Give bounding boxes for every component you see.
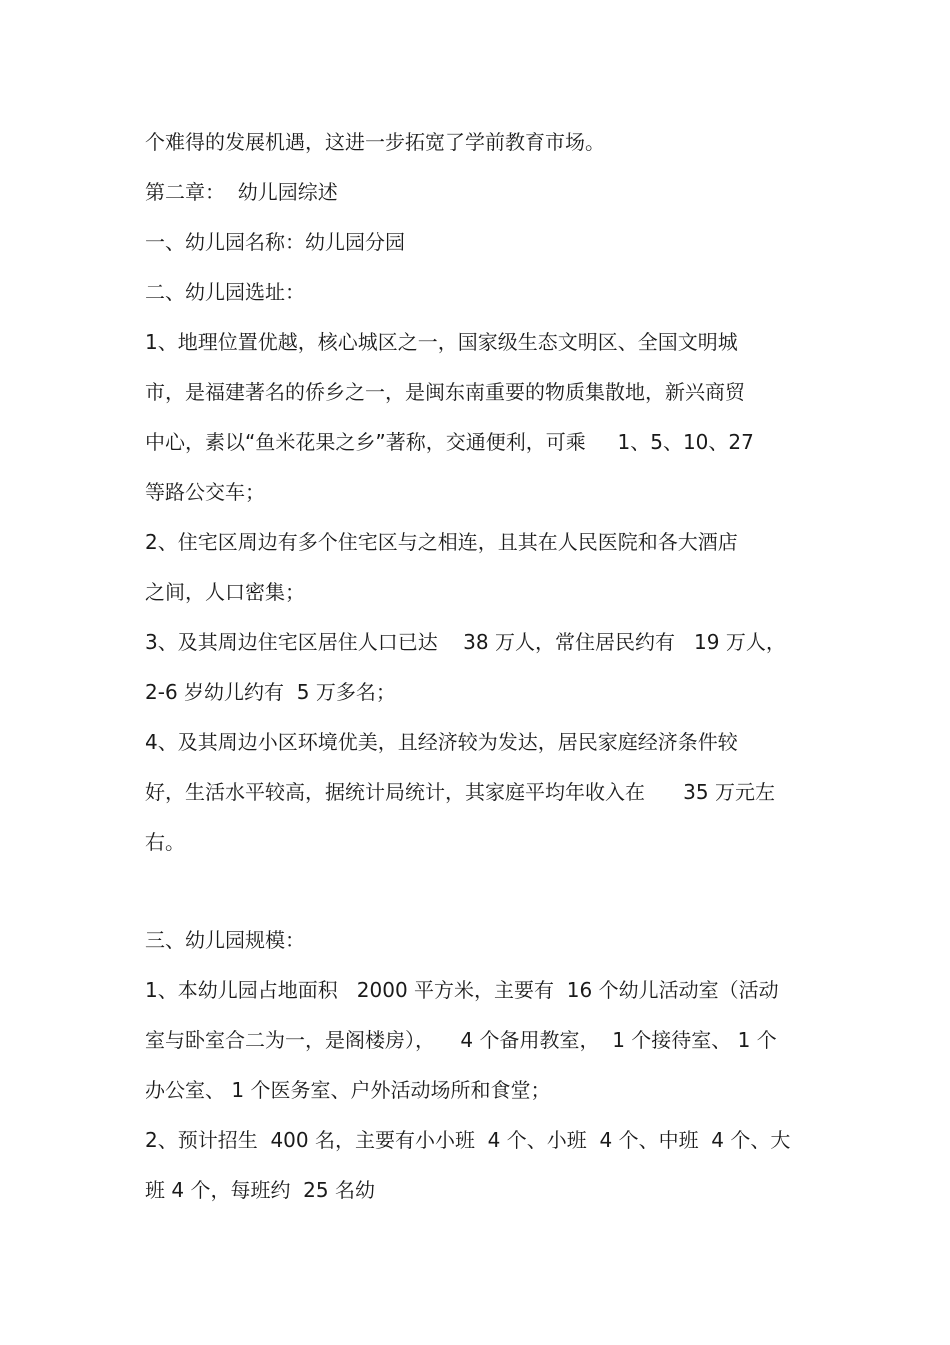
text-line: 之间，人口密集； [145, 580, 305, 604]
text-line: 4、及其周边小区环境优美，且经济较为发达，居民家庭经济条件较 [145, 730, 738, 754]
text-line: 等路公交车； [145, 480, 265, 504]
section-heading-name: 一、幼儿园名称：幼儿园分园 [145, 230, 405, 254]
text-line: 2-6 岁幼儿约有 5 万多名； [145, 680, 396, 704]
text-line: 班 4 个，每班约 25 名幼 [145, 1178, 375, 1202]
text-line: 2、预计招生 400 名，主要有小小班 4 个、小班 4 个、中班 4 个、大 [145, 1128, 791, 1152]
text-line: 1、本幼儿园占地面积 2000 平方米，主要有 16 个幼儿活动室（活动 [145, 978, 779, 1002]
section-heading-location: 二、幼儿园选址： [145, 280, 305, 304]
text-line: 个难得的发展机遇，这进一步拓宽了学前教育市场。 [145, 130, 605, 154]
text-line: 中心，素以“鱼米花果之乡”著称，交通便利，可乘 1、5、10、27 [145, 430, 754, 454]
text-line: 好，生活水平较高，据统计局统计，其家庭平均年收入在 35 万元左 [145, 780, 775, 804]
text-line: 2、住宅区周边有多个住宅区与之相连，且其在人民医院和各大酒店 [145, 530, 738, 554]
text-line: 室与卧室合二为一，是阁楼房）， 4 个备用教室， 1 个接待室、 1 个 [145, 1028, 777, 1052]
text-line: 1、地理位置优越，核心城区之一，国家级生态文明区、全国文明城 [145, 330, 738, 354]
chapter-heading: 第二章： 幼儿园综述 [145, 180, 338, 204]
text-line: 3、及其周边住宅区居住人口已达 38 万人，常住居民约有 19 万人， [145, 630, 786, 654]
text-line: 市，是福建著名的侨乡之一，是闽东南重要的物质集散地，新兴商贸 [145, 380, 745, 404]
text-line: 办公室、 1 个医务室、户外活动场所和食堂； [145, 1078, 551, 1102]
text-line: 右。 [145, 830, 185, 854]
section-heading-scale: 三、幼儿园规模： [145, 928, 305, 952]
